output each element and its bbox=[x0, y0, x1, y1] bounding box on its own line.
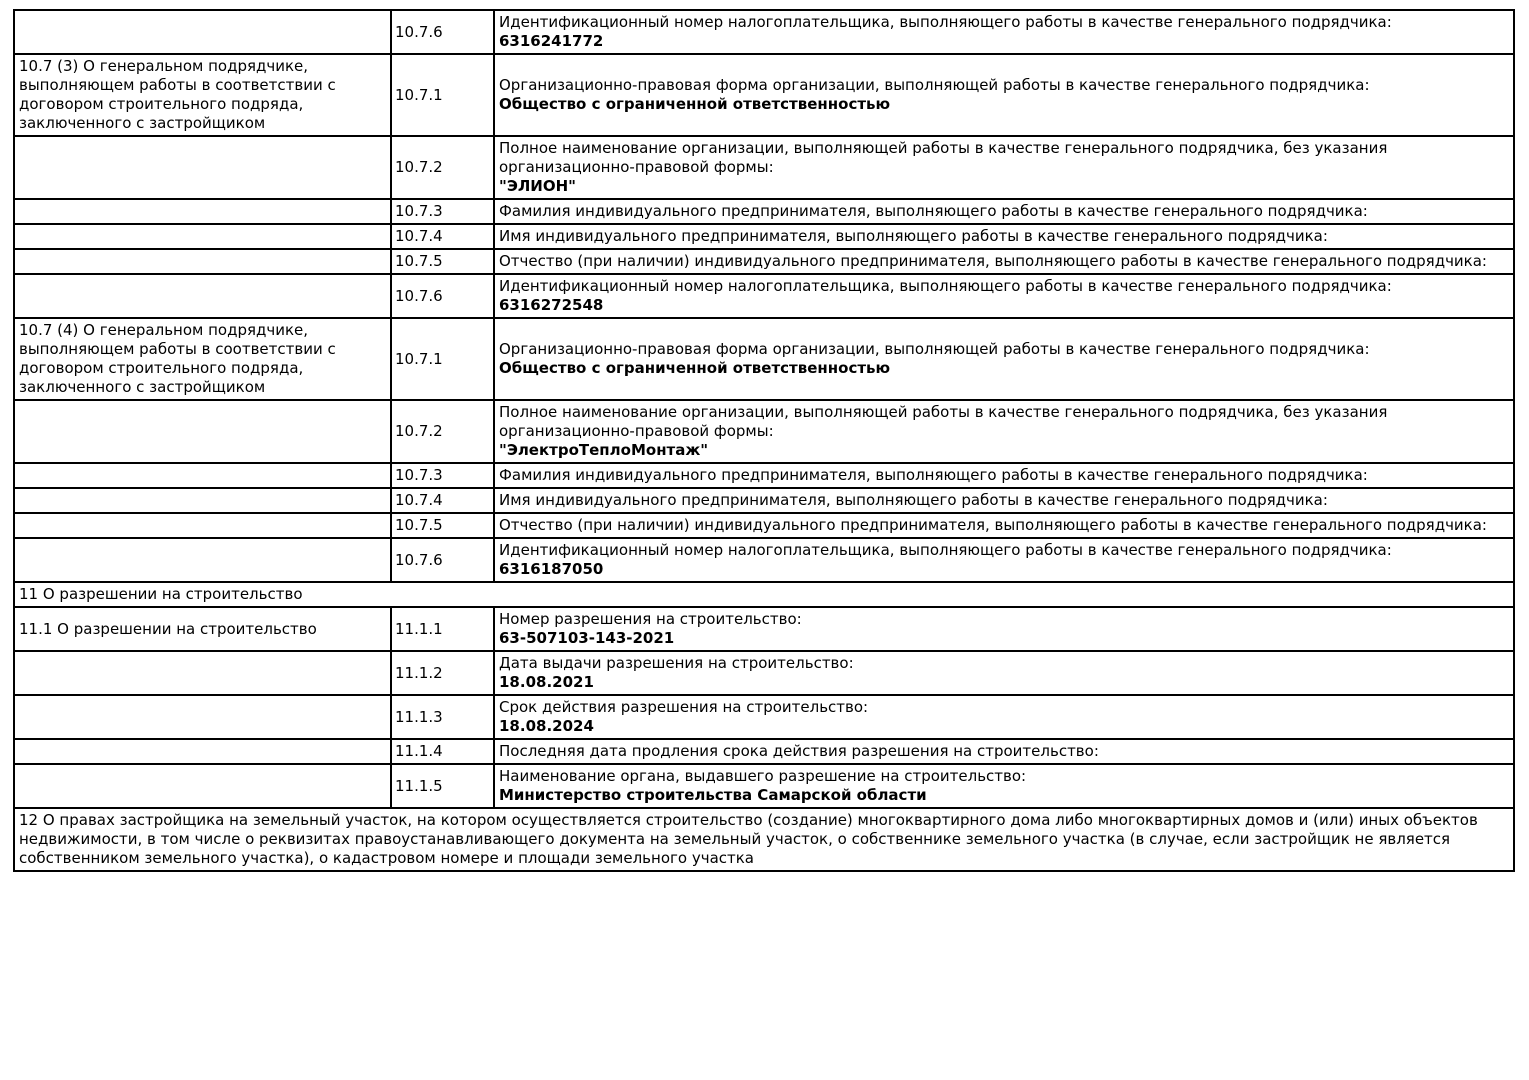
row-content-cell bbox=[494, 513, 1514, 538]
table-row bbox=[14, 224, 1514, 249]
table-row bbox=[14, 607, 1514, 651]
row-number-cell: 10.7.1 bbox=[391, 54, 494, 136]
table-row bbox=[14, 274, 1514, 318]
row-number-cell: 10.7.3 bbox=[391, 463, 494, 488]
field-label: Отчество (при наличии) индивидуального предпринимателя, выполняющего работы в качестве генерального подрядчика: bbox=[499, 516, 1487, 534]
row-number-cell: 11.1.3 bbox=[391, 695, 494, 739]
field-value: Общество с ограниченной ответственностью bbox=[499, 359, 891, 377]
field-label: Полное наименование организации, выполняющей работы в качестве генерального подрядчика, без указания организационно-правовой формы: bbox=[499, 139, 1388, 176]
field-label: Фамилия индивидуального предпринимателя, выполняющего работы в качестве генерального подрядчика: bbox=[499, 466, 1368, 484]
field-label: Имя индивидуального предпринимателя, выполняющего работы в качестве генерального подрядчика: bbox=[499, 227, 1328, 245]
row-number-cell: 10.7.3 bbox=[391, 199, 494, 224]
row-content-cell bbox=[494, 249, 1514, 274]
field-label: Последняя дата продления срока действия разрешения на строительство: bbox=[499, 742, 1099, 760]
table-row bbox=[14, 538, 1514, 582]
row-topic-cell bbox=[14, 136, 391, 199]
row-topic-cell bbox=[14, 224, 391, 249]
row-topic-cell bbox=[14, 739, 391, 764]
row-number-cell: 11.1.4 bbox=[391, 739, 494, 764]
row-topic-cell bbox=[14, 488, 391, 513]
row-topic-cell bbox=[14, 400, 391, 463]
row-topic-cell: 10.7 (3) О генеральном подрядчике, выполняющем работы в соответствии с договором строительного подряда, заключенного с застройщиком bbox=[14, 54, 391, 136]
field-label: Идентификационный номер налогоплательщика, выполняющего работы в качестве генерального подрядчика: bbox=[499, 13, 1392, 31]
table-row bbox=[14, 54, 1514, 136]
field-label: Отчество (при наличии) индивидуального предпринимателя, выполняющего работы в качестве генерального подрядчика: bbox=[499, 252, 1487, 270]
table-row bbox=[14, 651, 1514, 695]
field-label: Организационно-правовая форма организации, выполняющей работы в качестве генерального подрядчика: bbox=[499, 340, 1370, 358]
field-label: Идентификационный номер налогоплательщика, выполняющего работы в качестве генерального подрядчика: bbox=[499, 541, 1392, 559]
field-label: Имя индивидуального предпринимателя, выполняющего работы в качестве генерального подрядчика: bbox=[499, 491, 1328, 509]
declaration-table-body bbox=[14, 10, 1514, 871]
table-row bbox=[14, 764, 1514, 808]
row-number-cell: 10.7.4 bbox=[391, 488, 494, 513]
field-label: Организационно-правовая форма организации, выполняющей работы в качестве генерального подрядчика: bbox=[499, 76, 1370, 94]
field-value: "ЭЛИОН" bbox=[499, 177, 576, 195]
declaration-table bbox=[13, 9, 1515, 872]
section-heading-cell: 12 О правах застройщика на земельный участок, на котором осуществляется строительство (создание) многоквартирного дома либо многоквартирных домов и (или) иных объектов недвижимости, в том числе о реквизитах правоустанавливающего документа на земельный участок, о собственнике земельного участка (в случае, если застройщик не является собственником земельного участка), о кадастровом номере и площади земельного участка bbox=[14, 808, 1514, 871]
row-content-cell bbox=[494, 274, 1514, 318]
field-value: 63-507103-143-2021 bbox=[499, 629, 675, 647]
row-number-cell: 10.7.5 bbox=[391, 249, 494, 274]
table-row bbox=[14, 199, 1514, 224]
field-value: Общество с ограниченной ответственностью bbox=[499, 95, 891, 113]
row-number-cell: 10.7.2 bbox=[391, 400, 494, 463]
row-number-cell: 11.1.5 bbox=[391, 764, 494, 808]
section-row bbox=[14, 808, 1514, 871]
row-number-cell: 10.7.5 bbox=[391, 513, 494, 538]
table-row bbox=[14, 513, 1514, 538]
row-number-cell: 10.7.6 bbox=[391, 538, 494, 582]
field-label: Дата выдачи разрешения на строительство: bbox=[499, 654, 854, 672]
row-topic-cell bbox=[14, 513, 391, 538]
row-topic-cell bbox=[14, 463, 391, 488]
table-row bbox=[14, 695, 1514, 739]
table-row bbox=[14, 488, 1514, 513]
row-content-cell bbox=[494, 318, 1514, 400]
field-value: "ЭлектроТеплоМонтаж" bbox=[499, 441, 709, 459]
field-value: Министерство строительства Самарской области bbox=[499, 786, 927, 804]
row-topic-cell: 11.1 О разрешении на строительство bbox=[14, 607, 391, 651]
table-row bbox=[14, 400, 1514, 463]
table-row bbox=[14, 10, 1514, 54]
row-number-cell: 10.7.1 bbox=[391, 318, 494, 400]
row-content-cell bbox=[494, 400, 1514, 463]
row-content-cell bbox=[494, 739, 1514, 764]
row-number-cell: 11.1.2 bbox=[391, 651, 494, 695]
field-label: Срок действия разрешения на строительство: bbox=[499, 698, 869, 716]
field-value: 18.08.2024 bbox=[499, 717, 594, 735]
row-content-cell bbox=[494, 607, 1514, 651]
field-value: 6316241772 bbox=[499, 32, 604, 50]
field-label: Фамилия индивидуального предпринимателя, выполняющего работы в качестве генерального подрядчика: bbox=[499, 202, 1368, 220]
row-content-cell bbox=[494, 538, 1514, 582]
row-number-cell: 10.7.2 bbox=[391, 136, 494, 199]
row-topic-cell bbox=[14, 764, 391, 808]
row-content-cell bbox=[494, 199, 1514, 224]
row-content-cell bbox=[494, 764, 1514, 808]
row-topic-cell bbox=[14, 10, 391, 54]
row-number-cell: 10.7.6 bbox=[391, 274, 494, 318]
field-value: 18.08.2021 bbox=[499, 673, 594, 691]
row-content-cell bbox=[494, 488, 1514, 513]
row-content-cell bbox=[494, 136, 1514, 199]
field-value: 6316272548 bbox=[499, 296, 604, 314]
row-topic-cell bbox=[14, 249, 391, 274]
table-row bbox=[14, 318, 1514, 400]
row-topic-cell bbox=[14, 651, 391, 695]
row-topic-cell: 10.7 (4) О генеральном подрядчике, выполняющем работы в соответствии с договором строительного подряда, заключенного с застройщиком bbox=[14, 318, 391, 400]
field-value: 6316187050 bbox=[499, 560, 604, 578]
row-content-cell bbox=[494, 695, 1514, 739]
row-number-cell: 10.7.6 bbox=[391, 10, 494, 54]
table-row bbox=[14, 739, 1514, 764]
field-label: Наименование органа, выдавшего разрешение на строительство: bbox=[499, 767, 1027, 785]
table-row bbox=[14, 136, 1514, 199]
row-content-cell bbox=[494, 463, 1514, 488]
row-content-cell bbox=[494, 224, 1514, 249]
row-content-cell bbox=[494, 651, 1514, 695]
row-content-cell bbox=[494, 54, 1514, 136]
row-topic-cell bbox=[14, 538, 391, 582]
row-content-cell bbox=[494, 10, 1514, 54]
field-label: Номер разрешения на строительство: bbox=[499, 610, 802, 628]
row-topic-cell bbox=[14, 695, 391, 739]
row-topic-cell bbox=[14, 199, 391, 224]
row-number-cell: 10.7.4 bbox=[391, 224, 494, 249]
table-row bbox=[14, 463, 1514, 488]
table-row bbox=[14, 249, 1514, 274]
row-number-cell: 11.1.1 bbox=[391, 607, 494, 651]
field-label: Полное наименование организации, выполняющей работы в качестве генерального подрядчика, без указания организационно-правовой формы: bbox=[499, 403, 1388, 440]
row-topic-cell bbox=[14, 274, 391, 318]
section-row bbox=[14, 582, 1514, 607]
field-label: Идентификационный номер налогоплательщика, выполняющего работы в качестве генерального подрядчика: bbox=[499, 277, 1392, 295]
section-heading-cell: 11 О разрешении на строительство bbox=[14, 582, 1514, 607]
